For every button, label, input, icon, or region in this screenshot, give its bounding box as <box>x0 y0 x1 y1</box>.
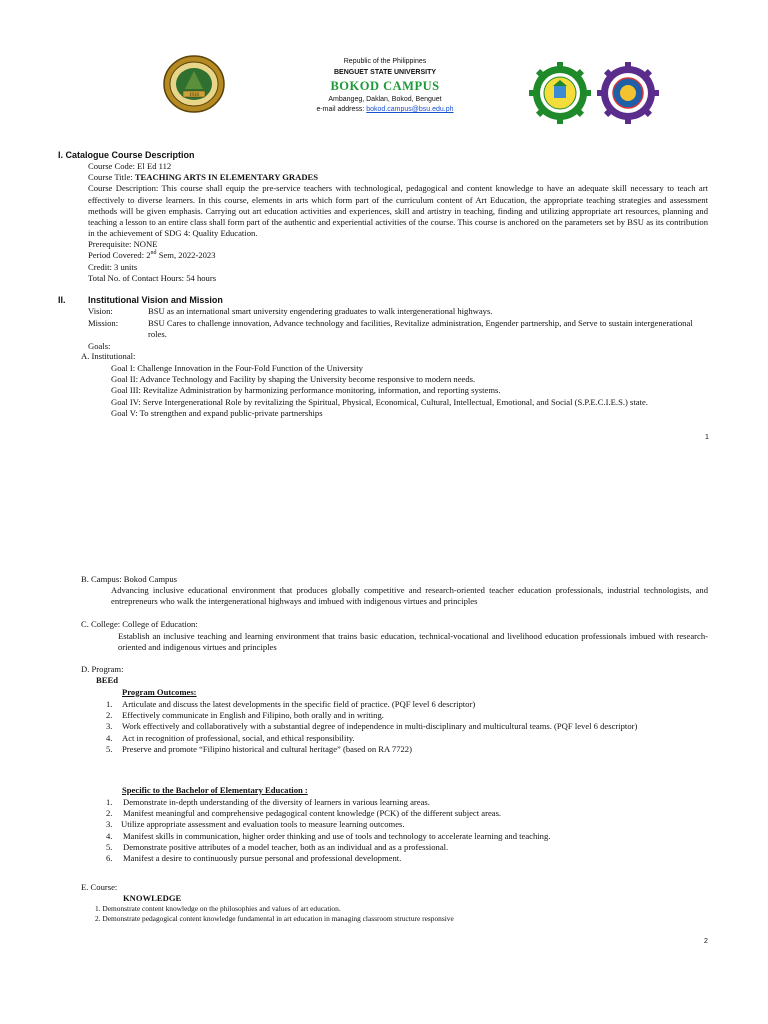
period-rest: Sem, 2022-2023 <box>156 250 216 261</box>
mission-label: Mission: <box>88 318 119 328</box>
outcome-num: 1. <box>106 699 113 709</box>
course-title-label: Course Title: <box>88 172 135 183</box>
outcome-item <box>106 744 708 755</box>
section1-body <box>88 161 708 284</box>
course-title-line <box>88 172 708 183</box>
outcome-item <box>106 699 708 710</box>
outcome-text: Effectively communicate in English and Filipino, both orally and in writing. <box>122 710 384 721</box>
vision-label: Vision: <box>88 306 113 316</box>
campus-text: Advancing inclusive educational environment that produces globally competitive and research-oriented teacher education professionals, industrial technologists, and entrepreneurs who walk the intergenerational highways and imbued with indigenous virtues and principles <box>111 585 708 607</box>
specific-num: 2. <box>106 808 113 819</box>
outcome-item <box>106 710 708 721</box>
program-label: D. Program: <box>81 664 124 674</box>
mission-text: BSU Cares to challenge innovation, Advance technology and facilities, Revitalize administration, Engender partnership, and Serve to sustain intergenerational roles. <box>148 318 693 340</box>
outcome-text: Work effectively and collaboratively with a substantial degree of independence in multi-disciplinary and multicultural teams. (PQF level 6 descriptor) <box>122 721 638 732</box>
specific-num: 3. <box>106 819 113 830</box>
specific-text: Manifest skills in communication, higher order thinking and use of tools and technology to accelerate learning and teaching. <box>123 830 551 841</box>
header-address: Ambangeg, Daklan, Bokod, Benguet <box>328 96 442 103</box>
course-label: E. Course: <box>81 882 118 892</box>
header-republic: Republic of the Philippines <box>343 58 427 65</box>
vision-text: BSU as an international smart university engendering graduates to walk intergenerational highways. <box>148 306 493 316</box>
course-code: Course Code: El Ed 112 <box>88 161 172 171</box>
program-outcomes-heading: Program Outcomes: <box>122 687 197 697</box>
header-email-line <box>240 105 530 114</box>
outcome-text: Act in recognition of professional, social, and ethical responsibility. <box>122 732 355 743</box>
org-gear-logo <box>597 62 659 124</box>
page-number-1: 1 <box>705 434 709 441</box>
college-text: Establish an inclusive teaching and learning environment that trains basic education, technical-vocational and livelihood education professionals imbued with research-oriented and indigenous virtues and principles <box>118 631 708 653</box>
goals-list <box>111 363 708 419</box>
institutional-label: A. Institutional: <box>81 351 136 361</box>
outcome-num: 2. <box>106 710 113 721</box>
outcome-num: 5. <box>106 743 113 754</box>
specific-outcomes-list <box>106 797 708 864</box>
section1-heading: I. Catalogue Course Description <box>58 150 195 160</box>
specific-num: 5. <box>106 841 113 852</box>
specific-text: Utilize appropriate assessment and evaluation tools to measure learning outcomes. <box>121 819 405 830</box>
specific-text: Demonstrate in-depth understanding of the diversity of learners in various learning areas. <box>123 797 430 807</box>
goal-item: Goal III: Revitalize Administration by harmonizing performance monitoring, information, and reporting systems. <box>111 385 501 396</box>
specific-num: 4. <box>106 830 113 841</box>
goal-item: Goal II: Advance Technology and Facility by shaping the University become responsive to modern needs. <box>111 374 476 385</box>
goal-item: Goal IV: Serve Intergenerational Role by revitalizing the Spiritual, Physical, Economical, Cultural, Intellectual, Emotional, and Social (S.P.E.C.I.E.S.) state. <box>111 396 648 407</box>
course-description: Course Description: This course shall equip the pre-service teachers with technological, pedagogical and content knowledge to have an adequate skill necessary to teach art effectively to diverse learners. In this course, elements in arts which form part of the curriculum content of Art Education, the appropriate teaching strategies and assessment methods will be given emphasis. Carrying out art education activities and experiences, skill and artistry in teaching, finding and utilizing appropriate art resources, planning and teaching a lesson to an entire class shall form part of the authentic and experiential activities of the course. This course is anchored on the parameters set by BSU as its contribution in the achievement of SDG 4: Quality Education. <box>88 183 708 239</box>
course-title: TEACHING ARTS IN ELEMENTARY GRADES <box>134 172 319 183</box>
page-number-2: 2 <box>704 938 708 945</box>
knowledge-list <box>95 904 708 923</box>
svg-text:1916: 1916 <box>189 93 199 98</box>
knowledge-heading: KNOWLEDGE <box>123 893 182 903</box>
specific-text: Manifest a desire to continuously pursue personal and professional development. <box>123 852 402 863</box>
goal-item: Goal I: Challenge Innovation in the Four-Fold Function of the University <box>111 363 363 373</box>
bsu-seal-logo <box>163 55 225 113</box>
outcome-num: 3. <box>106 721 113 732</box>
specific-text: Demonstrate positive attributes of a model teacher, both as an individual and as a professional. <box>123 841 449 852</box>
specific-item <box>106 853 708 864</box>
section2-heading: Institutional Vision and Mission <box>88 295 223 305</box>
specific-num: 1. <box>106 797 113 807</box>
email-label: e-mail address: <box>316 106 367 113</box>
section2-number: II. <box>58 295 66 305</box>
outcome-item <box>106 733 708 744</box>
program-name: BEEd <box>96 675 118 685</box>
prerequisite: Prerequisite: NONE <box>88 239 158 250</box>
email-link[interactable]: bokod.campus@bsu.edu.ph <box>366 106 454 113</box>
outcome-text: Preserve and promote “Filipino historical and cultural heritage” (based on RA 7722) <box>122 743 412 754</box>
coe-gear-logo <box>529 62 591 124</box>
outcome-num: 4. <box>106 732 113 743</box>
header-campus: BOKOD CAMPUS <box>330 79 440 93</box>
specific-item <box>106 808 708 819</box>
program-outcomes-list <box>106 699 708 755</box>
specific-item <box>106 831 708 842</box>
period-text: Period Covered: 2 <box>88 250 151 261</box>
contact-hours: Total No. of Contact Hours: 54 hours <box>88 272 217 283</box>
period-covered <box>88 250 708 261</box>
goals-label: Goals: <box>88 341 111 351</box>
period-sup: nd <box>150 250 157 257</box>
goal-item: Goal V: To strengthen and expand public-private partnerships <box>111 407 323 418</box>
outcome-text: Articulate and discuss the latest developments in the specific field of practice. (PQF level 6 descriptor) <box>122 699 476 709</box>
campus-label: B. Campus: Bokod Campus <box>81 574 177 584</box>
header-university: BENGUET STATE UNIVERSITY <box>333 69 437 76</box>
specific-text: Manifest meaningful and comprehensive pedagogical content knowledge (PCK) of the different subject areas. <box>123 808 502 819</box>
specific-heading: Specific to the Bachelor of Elementary Education : <box>122 785 308 795</box>
outcome-item <box>106 721 708 732</box>
specific-item <box>106 819 708 830</box>
specific-item <box>106 842 708 853</box>
college-label: C. College: College of Education: <box>81 619 198 629</box>
specific-num: 6. <box>106 852 113 863</box>
credit-units: Credit: 3 units <box>88 261 138 272</box>
knowledge-item: 2. Demonstrate pedagogical content knowledge fundamental in art education in managing classroom structure responsive <box>95 913 454 923</box>
specific-item <box>106 797 708 808</box>
knowledge-item: 1. Demonstrate content knowledge on the philosophies and values of art education. <box>95 904 341 913</box>
